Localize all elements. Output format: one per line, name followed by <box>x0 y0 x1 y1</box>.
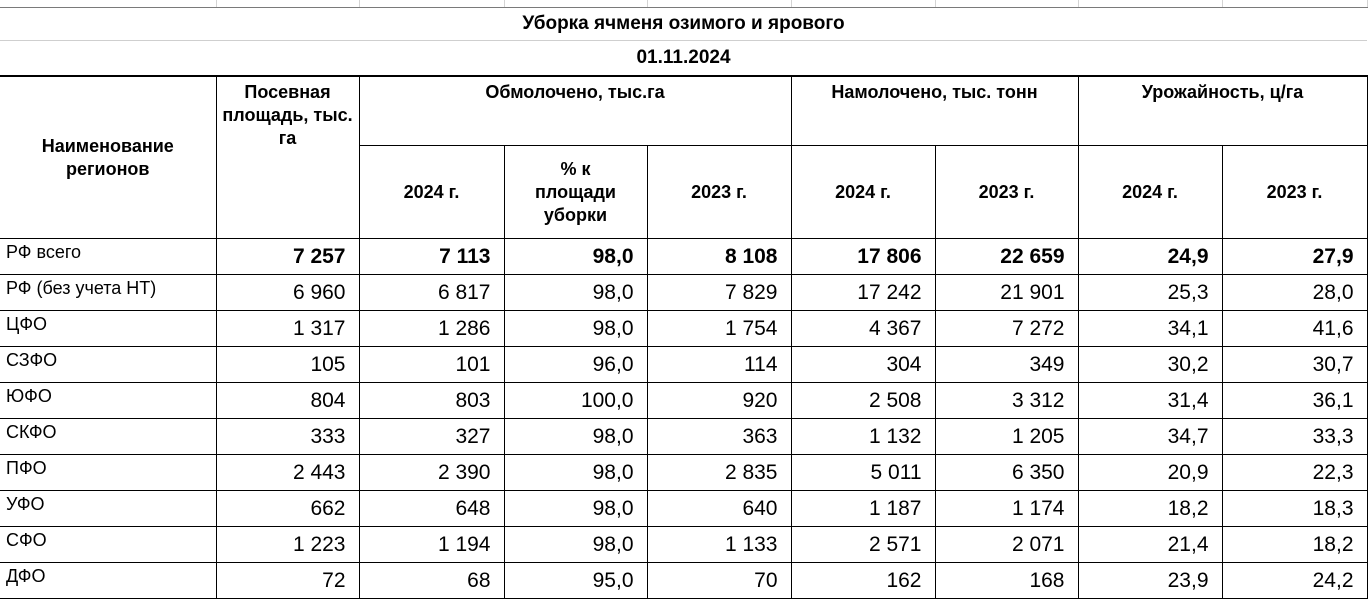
header-threshed-2024[interactable]: 2024 г. <box>359 146 504 239</box>
cell-threshed-2023[interactable]: 920 <box>647 383 791 419</box>
cell-sown-area[interactable]: 333 <box>216 419 359 455</box>
cell[interactable] <box>935 0 1078 8</box>
cell-threshed-pct[interactable]: 98,0 <box>504 311 647 347</box>
cell-yield-2023[interactable]: 28,0 <box>1222 275 1367 311</box>
cell-yield-2023[interactable]: 41,6 <box>1222 311 1367 347</box>
cell-threshed-2023[interactable]: 114 <box>647 347 791 383</box>
cell-harvested-2024[interactable]: 2 571 <box>791 527 935 563</box>
cell-threshed-2024[interactable]: 101 <box>359 347 504 383</box>
cell-yield-2023[interactable]: 30,7 <box>1222 347 1367 383</box>
cell-threshed-pct[interactable]: 96,0 <box>504 347 647 383</box>
cell-harvested-2023[interactable]: 21 901 <box>935 275 1078 311</box>
header-yield-2023[interactable]: 2023 г. <box>1222 146 1367 239</box>
table-row <box>0 527 1367 563</box>
header-harvested-2024[interactable]: 2024 г. <box>791 146 935 239</box>
cell-yield-2023[interactable]: 18,2 <box>1222 527 1367 563</box>
cell-harvested-2024[interactable]: 17 242 <box>791 275 935 311</box>
cell-threshed-2023[interactable]: 70 <box>647 563 791 599</box>
cell-threshed-2024[interactable]: 68 <box>359 563 504 599</box>
table-row <box>0 347 1367 383</box>
cell-harvested-2024[interactable]: 2 508 <box>791 383 935 419</box>
cell-threshed-2024[interactable]: 1 286 <box>359 311 504 347</box>
cell-yield-2023[interactable]: 33,3 <box>1222 419 1367 455</box>
cell[interactable] <box>1078 0 1222 8</box>
cell-threshed-2023[interactable]: 363 <box>647 419 791 455</box>
cell-yield-2024[interactable]: 24,9 <box>1078 239 1222 275</box>
table-body <box>0 239 1367 599</box>
cell-yield-2023[interactable]: 24,2 <box>1222 563 1367 599</box>
cell-yield-2024[interactable]: 18,2 <box>1078 491 1222 527</box>
cell-harvested-2023[interactable]: 349 <box>935 347 1078 383</box>
header-row-1 <box>0 76 1367 146</box>
cell-sown-area[interactable]: 105 <box>216 347 359 383</box>
cell-threshed-2023[interactable]: 8 108 <box>647 239 791 275</box>
cell[interactable] <box>791 0 935 8</box>
cell-sown-area[interactable]: 1 223 <box>216 527 359 563</box>
date-row <box>0 41 1367 77</box>
header-threshed-pct[interactable]: % к площади уборки <box>504 146 647 239</box>
cell-yield-2024[interactable]: 31,4 <box>1078 383 1222 419</box>
cell-threshed-2024[interactable]: 803 <box>359 383 504 419</box>
cell-sown-area[interactable]: 6 960 <box>216 275 359 311</box>
cell-harvested-2024[interactable]: 17 806 <box>791 239 935 275</box>
cell-harvested-2023[interactable]: 168 <box>935 563 1078 599</box>
table-row <box>0 563 1367 599</box>
header-yield[interactable]: Урожайность, ц/га <box>1078 76 1367 146</box>
cell-harvested-2023[interactable]: 1 205 <box>935 419 1078 455</box>
cell-threshed-pct[interactable]: 98,0 <box>504 239 647 275</box>
cell-threshed-pct[interactable]: 98,0 <box>504 455 647 491</box>
header-harvested-2023[interactable]: 2023 г. <box>935 146 1078 239</box>
cell-threshed-2024[interactable]: 327 <box>359 419 504 455</box>
cell-yield-2024[interactable]: 21,4 <box>1078 527 1222 563</box>
cell-threshed-2024[interactable]: 7 113 <box>359 239 504 275</box>
cell-sown-area[interactable]: 804 <box>216 383 359 419</box>
cell-yield-2024[interactable]: 30,2 <box>1078 347 1222 383</box>
cell-sown-area[interactable]: 72 <box>216 563 359 599</box>
table-row <box>0 311 1367 347</box>
header-harvested[interactable]: Намолочено, тыс. тонн <box>791 76 1078 146</box>
cell-threshed-2023[interactable]: 1 133 <box>647 527 791 563</box>
cell[interactable] <box>359 0 504 8</box>
cell[interactable] <box>216 0 359 8</box>
table-row <box>0 455 1367 491</box>
report-date[interactable]: 01.11.2024 <box>0 41 1367 77</box>
cell-harvested-2024[interactable]: 1 187 <box>791 491 935 527</box>
cell-harvested-2023[interactable]: 22 659 <box>935 239 1078 275</box>
cell-yield-2023[interactable]: 18,3 <box>1222 491 1367 527</box>
table-row <box>0 275 1367 311</box>
cell-harvested-2024[interactable]: 1 132 <box>791 419 935 455</box>
cell-sown-area[interactable]: 662 <box>216 491 359 527</box>
cell-region-name[interactable]: РФ (без учета НТ) <box>0 275 216 311</box>
cell-sown-area[interactable]: 1 317 <box>216 311 359 347</box>
cell-harvested-2023[interactable]: 1 174 <box>935 491 1078 527</box>
cell-region-name[interactable]: ПФО <box>0 455 216 491</box>
header-region[interactable]: Наименование регионов <box>0 76 216 239</box>
cell-threshed-pct[interactable]: 95,0 <box>504 563 647 599</box>
cell-region-name[interactable]: СЗФО <box>0 347 216 383</box>
cell-region-name[interactable]: ЮФО <box>0 383 216 419</box>
cell-threshed-2023[interactable]: 640 <box>647 491 791 527</box>
cell-region-name[interactable]: РФ всего <box>0 239 216 275</box>
header-threshed-2023[interactable]: 2023 г. <box>647 146 791 239</box>
cell-threshed-2023[interactable]: 7 829 <box>647 275 791 311</box>
cell[interactable] <box>0 0 216 8</box>
cell-threshed-2023[interactable]: 2 835 <box>647 455 791 491</box>
cell[interactable] <box>504 0 647 8</box>
cell-threshed-pct[interactable]: 98,0 <box>504 419 647 455</box>
header-yield-2024[interactable]: 2024 г. <box>1078 146 1222 239</box>
cell-sown-area[interactable]: 7 257 <box>216 239 359 275</box>
cell-threshed-2023[interactable]: 1 754 <box>647 311 791 347</box>
cell-threshed-pct[interactable]: 98,0 <box>504 275 647 311</box>
cell-harvested-2023[interactable]: 2 071 <box>935 527 1078 563</box>
cell-yield-2023[interactable]: 22,3 <box>1222 455 1367 491</box>
header-threshed[interactable]: Обмолочено, тыс.га <box>359 76 791 146</box>
cell-region-name[interactable]: УФО <box>0 491 216 527</box>
grid-row <box>0 0 1367 8</box>
header-sown-area[interactable]: Посевная площадь, тыс. га <box>216 76 359 239</box>
table-row <box>0 419 1367 455</box>
table-title[interactable]: Уборка ячменя озимого и ярового <box>0 8 1367 41</box>
cell-threshed-pct[interactable]: 100,0 <box>504 383 647 419</box>
cell-harvested-2024[interactable]: 162 <box>791 563 935 599</box>
cell-yield-2024[interactable]: 20,9 <box>1078 455 1222 491</box>
table-row <box>0 239 1367 275</box>
table-row <box>0 491 1367 527</box>
cell[interactable] <box>647 0 791 8</box>
cell-sown-area[interactable]: 2 443 <box>216 455 359 491</box>
cell-region-name[interactable]: СФО <box>0 527 216 563</box>
cell-region-name[interactable]: ЦФО <box>0 311 216 347</box>
cell-yield-2023[interactable]: 27,9 <box>1222 239 1367 275</box>
cell-yield-2023[interactable]: 36,1 <box>1222 383 1367 419</box>
cell-harvested-2023[interactable]: 3 312 <box>935 383 1078 419</box>
cell-threshed-2024[interactable]: 6 817 <box>359 275 504 311</box>
title-row <box>0 8 1367 41</box>
cell-threshed-pct[interactable]: 98,0 <box>504 491 647 527</box>
cell-harvested-2024[interactable]: 5 011 <box>791 455 935 491</box>
cell-region-name[interactable]: СКФО <box>0 419 216 455</box>
cell-yield-2024[interactable]: 34,1 <box>1078 311 1222 347</box>
cell-threshed-2024[interactable]: 1 194 <box>359 527 504 563</box>
cell-harvested-2024[interactable]: 304 <box>791 347 935 383</box>
cell-threshed-2024[interactable]: 2 390 <box>359 455 504 491</box>
cell-harvested-2024[interactable]: 4 367 <box>791 311 935 347</box>
cell-harvested-2023[interactable]: 7 272 <box>935 311 1078 347</box>
cell-region-name[interactable]: ДФО <box>0 563 216 599</box>
table-row <box>0 383 1367 419</box>
cell-yield-2024[interactable]: 23,9 <box>1078 563 1222 599</box>
cell[interactable] <box>1222 0 1367 8</box>
cell-threshed-pct[interactable]: 98,0 <box>504 527 647 563</box>
cell-yield-2024[interactable]: 34,7 <box>1078 419 1222 455</box>
cell-yield-2024[interactable]: 25,3 <box>1078 275 1222 311</box>
cell-harvested-2023[interactable]: 6 350 <box>935 455 1078 491</box>
cell-threshed-2024[interactable]: 648 <box>359 491 504 527</box>
